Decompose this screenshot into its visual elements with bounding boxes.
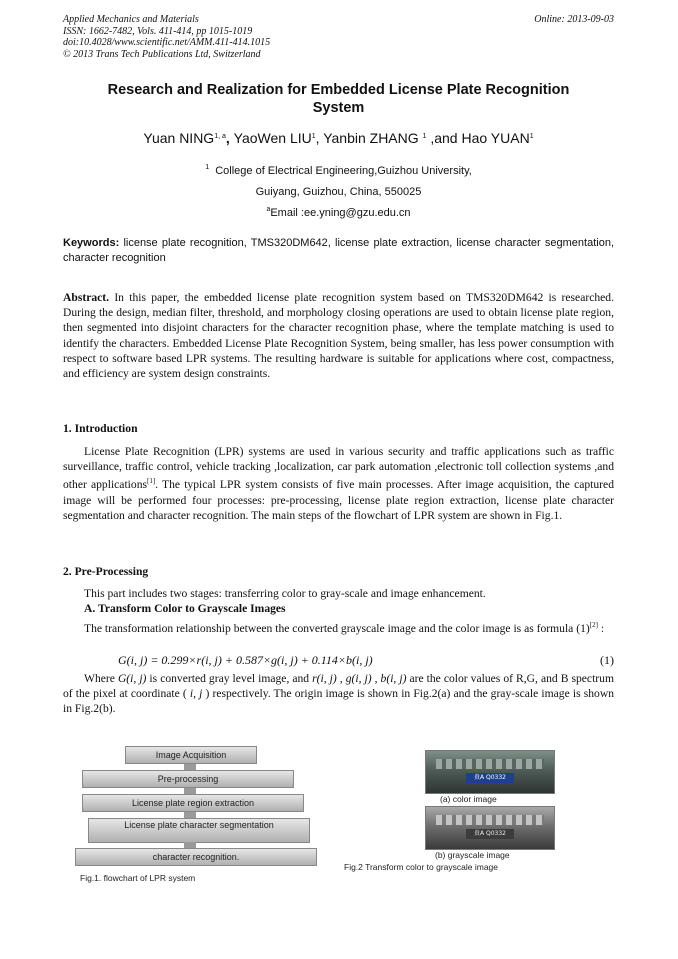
affiliation-line-2: Guiyang, Guizhou, China, 550025 bbox=[255, 186, 422, 198]
figure-1-caption: Fig.1. flowchart of LPR system bbox=[80, 873, 196, 883]
citation: [2] bbox=[589, 621, 598, 629]
equation-explanation: Where G(i, j) is converted gray level image, and r(i, j) , g(i, j) , b(i, j) are the color values of R,G, and B spectrum of the pixel at coordinate ( i, j ) respectively. The origin image is shown in Fig.2(a) and the gray-scale image is shown in Fig.2(b). bbox=[63, 672, 614, 716]
math-var: G(i, j) bbox=[117, 672, 147, 685]
text: is converted gray level image, and bbox=[146, 672, 310, 685]
car-grille bbox=[436, 815, 544, 825]
equation-number: (1) bbox=[600, 653, 614, 667]
formula-intro-text: The transformation relationship between the converted grayscale image and the color image is as formula (1) bbox=[84, 622, 590, 635]
copyright-line: © 2013 Trans Tech Publications Ltd, Switzerland bbox=[63, 48, 261, 60]
paper-title bbox=[63, 81, 614, 117]
text: ) respectively. The origin image is shown in Fig.2(a) and the gray-scale image is shown in Fig.2(b). bbox=[63, 687, 614, 716]
email-text: Email :ee.yning@gzu.edu.cn bbox=[270, 207, 411, 219]
section-1-text-cont: . The typical LPR system consists of five main processes. After image acquisition, the captured image will be performed four processes: pre-processing, license plate region extraction, license plate character segmentation and character recognition. The main steps of the flowchart of LPR system are shown in Fig.1. bbox=[63, 478, 614, 522]
flow-step: character recognition. bbox=[75, 848, 317, 866]
car-grille bbox=[436, 759, 544, 769]
formula-intro-end: : bbox=[597, 622, 605, 635]
email-sup: a bbox=[266, 206, 271, 213]
text: Where bbox=[84, 672, 115, 685]
flow-step: Image Acquisition bbox=[125, 746, 257, 764]
figure-2a-label: (a) color image bbox=[440, 794, 497, 804]
author-sup: 1 bbox=[311, 133, 316, 140]
journal-header bbox=[63, 14, 270, 60]
formula-intro bbox=[63, 618, 614, 636]
text: are the color values of R,G, and B spectrum of the pixel at coordinate ( bbox=[63, 672, 614, 701]
author-sup: 1, a bbox=[214, 133, 226, 140]
affiliation-line-1 bbox=[63, 164, 614, 177]
abstract-text: In this paper, the embedded license plate recognition system based on TMS320DM642 is researched. During the design, median filter, threshold, and morphology closing operations are used to obtain license plate region, then segmented into disjoint characters for the character recognition phase, where the template matching is used to identify the characters. Embedded License Plate Recognition System, being smaller, has less power consumption with respect to software based LPR systems. The resulting hardware is suitable for applications where cost, compactness, and efficiency are system design constraints. bbox=[63, 291, 614, 381]
figure-1-flowchart bbox=[70, 742, 330, 887]
doi-line: doi:10.4028/www.scientific.net/AMM.411-414.1015 bbox=[63, 37, 271, 48]
equation: G(i, j) = 0.299×r(i, j) + 0.587×g(i, j) + 0.114×b(i, j) bbox=[118, 653, 373, 667]
math-var: g(i, j) bbox=[345, 672, 372, 685]
section-1-body bbox=[63, 444, 614, 523]
math-var: r(i, j) bbox=[312, 672, 337, 685]
author-sup: 1 bbox=[529, 133, 534, 140]
author-name: Yanbin ZHANG bbox=[323, 130, 419, 146]
keywords bbox=[63, 236, 614, 266]
section-1-heading: 1. Introduction bbox=[63, 422, 138, 435]
author-name: Yuan NING bbox=[143, 130, 215, 146]
abstract-label: Abstract. bbox=[63, 291, 110, 304]
title-line-2: System bbox=[312, 100, 365, 116]
online-date: Online: 2013-09-03 bbox=[534, 14, 614, 25]
flow-step: License plate region extraction bbox=[82, 794, 304, 812]
license-plate: 贵A Q0332 bbox=[466, 773, 514, 783]
affiliation-text: College of Electrical Engineering,Guizhou University, bbox=[215, 165, 472, 177]
grayscale-car-image bbox=[425, 806, 555, 850]
abstract bbox=[63, 290, 614, 381]
flow-step: License plate character segmentation bbox=[88, 818, 310, 843]
section-2-intro: This part includes two stages: transferring color to gray-scale and image enhancement. bbox=[84, 587, 486, 600]
email-line bbox=[63, 206, 614, 219]
author-sup: 1 bbox=[422, 133, 427, 140]
license-plate: 贵A Q0332 bbox=[466, 829, 514, 839]
color-car-image bbox=[425, 750, 555, 794]
author-name: YaoWen LIU bbox=[233, 130, 312, 146]
math-var: i, j bbox=[189, 687, 203, 701]
keywords-label: Keywords: bbox=[63, 237, 120, 249]
author-list: Yuan NING$^{1, a}$, YaoWen LIU$^1$, Yanbin ZHANG $^1$ ,and Hao YUAN$^1$ bbox=[143, 130, 534, 146]
subsection-a-heading: A. Transform Color to Grayscale Images bbox=[84, 602, 286, 615]
affiliation-sup: 1 bbox=[205, 164, 210, 171]
journal-name: Applied Mechanics and Materials bbox=[63, 14, 199, 25]
figure-2b-label: (b) grayscale image bbox=[435, 850, 510, 860]
issn-line: ISSN: 1662-7482, Vols. 411-414, pp 1015-1019 bbox=[63, 25, 253, 37]
figure-2-caption: Fig.2 Transform color to grayscale image bbox=[344, 862, 499, 872]
section-2-heading: 2. Pre-Processing bbox=[63, 565, 149, 578]
flow-step: Pre-processing bbox=[82, 770, 294, 788]
title-line-1: Research and Realization for Embedded License Plate Recognition bbox=[107, 82, 570, 98]
section-1-text: License Plate Recognition (LPR) systems are used in various security and traffic applications such as traffic surveillance, traffic control, vehicle tracking ,localization, car park automation ,electronic toll collection systems ,and other applications bbox=[63, 445, 614, 492]
keywords-text: license plate recognition, TMS320DM642, license plate extraction, license character segmentation, character recognition bbox=[63, 237, 614, 264]
math-var: b(i, j) bbox=[380, 672, 407, 685]
citation: [1] bbox=[147, 477, 156, 486]
author-name: ,and Hao YUAN bbox=[430, 130, 530, 146]
